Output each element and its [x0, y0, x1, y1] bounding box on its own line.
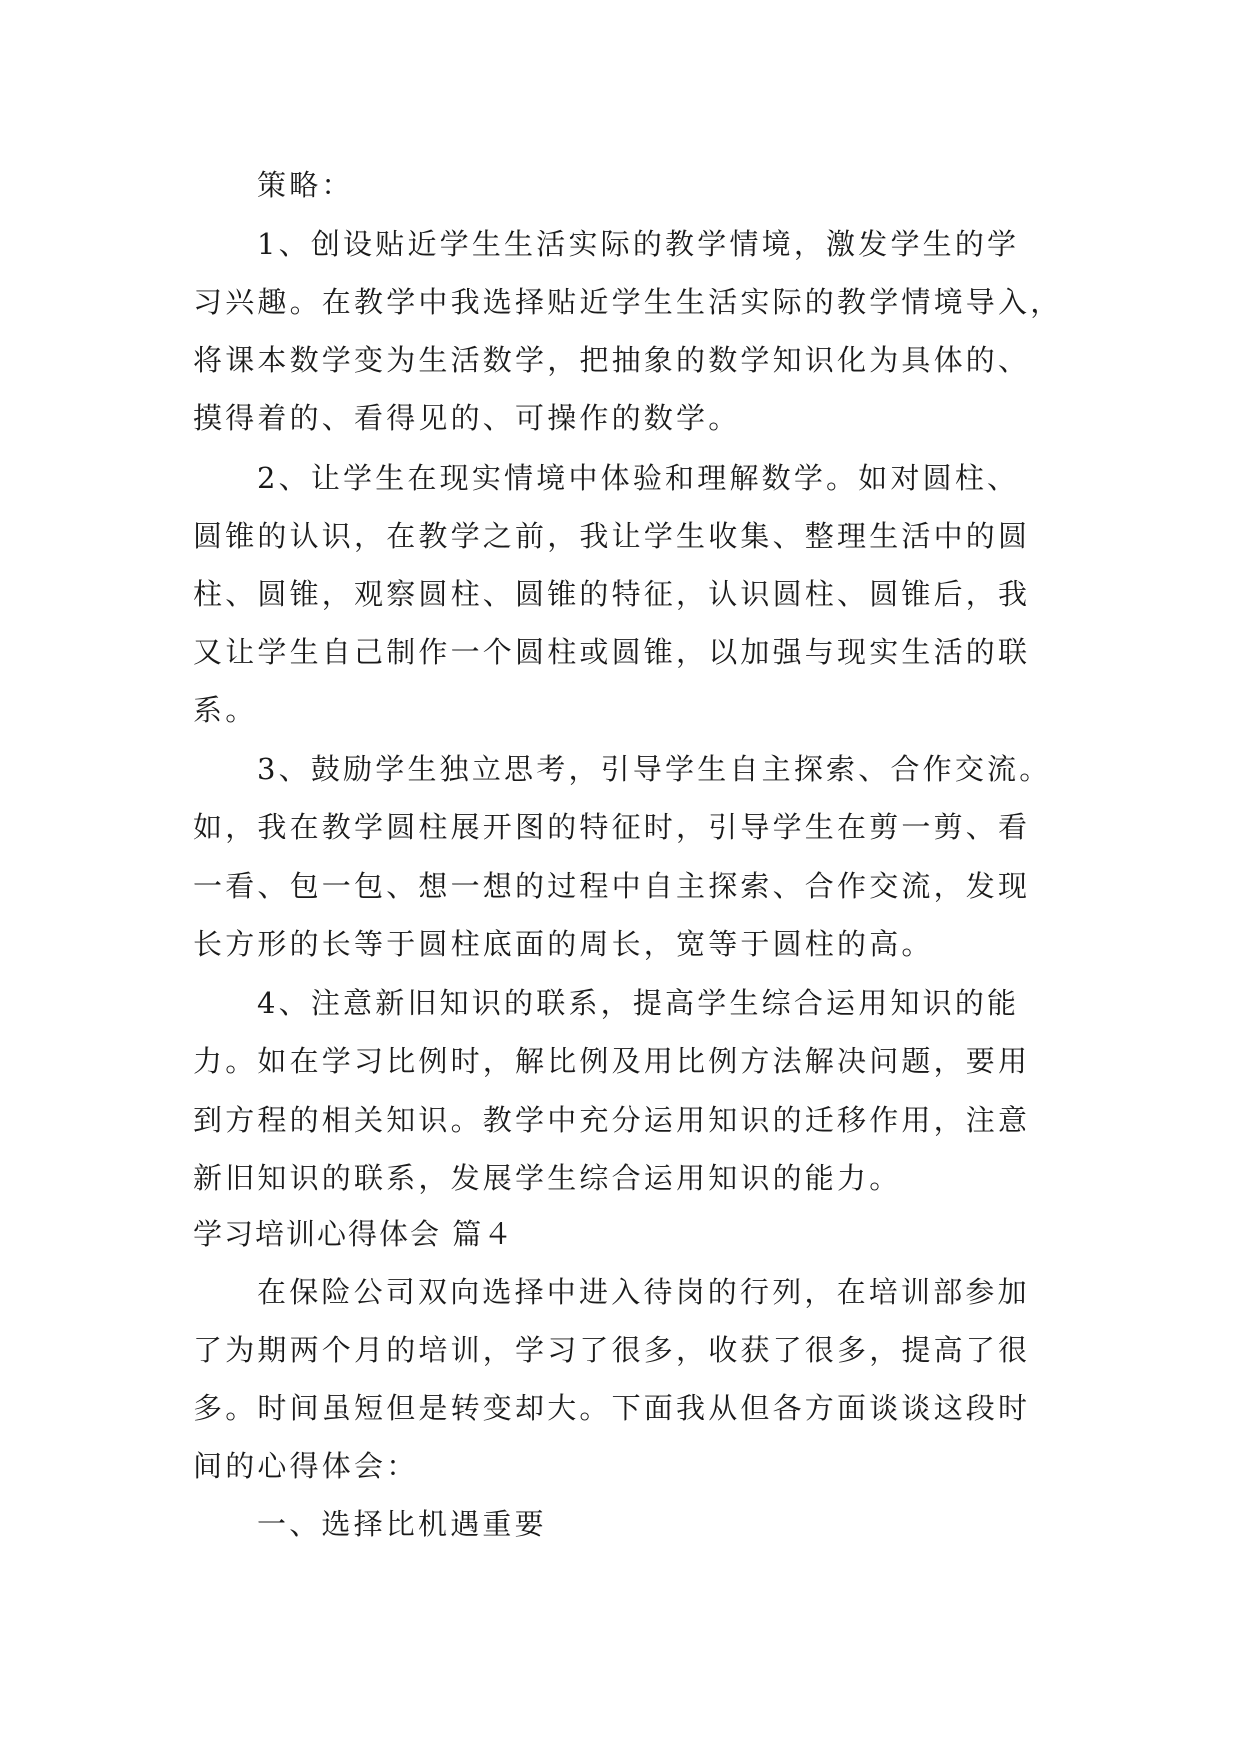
text-line: 间的心得体会：: [193, 1449, 419, 1483]
text-line: 4、注意新旧知识的联系，提高学生综合运用知识的能: [257, 986, 1020, 1020]
text-line: 策略：: [257, 168, 354, 202]
text-line: 长方形的长等于圆柱底面的周长，宽等于圆柱的高。: [193, 927, 934, 961]
text-line: 到方程的相关知识。教学中充分运用知识的迁移作用，注意: [193, 1103, 1031, 1137]
text-line: 将课本数学变为生活数学，把抽象的数学知识化为具体的、: [193, 343, 1031, 377]
text-line: 了为期两个月的培训，学习了很多，收获了很多，提高了很: [193, 1333, 1031, 1367]
text-line: 3、鼓励学生独立思考，引导学生自主探索、合作交流。: [257, 752, 1052, 786]
text-line: 又让学生自己制作一个圆柱或圆锥，以加强与现实生活的联: [193, 635, 1031, 669]
text-line: 2、让学生在现实情境中体验和理解数学。如对圆柱、: [257, 461, 1020, 495]
text-line: 在保险公司双向选择中进入待岗的行列，在培训部参加: [257, 1275, 1030, 1309]
text-line: 习兴趣。在教学中我选择贴近学生生活实际的教学情境导入，: [193, 285, 1063, 319]
text-line: 新旧知识的联系，发展学生综合运用知识的能力。: [193, 1161, 902, 1195]
text-line: 一看、包一包、想一想的过程中自主探索、合作交流，发现: [193, 869, 1031, 903]
text-line: 力。如在学习比例时，解比例及用比例方法解决问题，要用: [193, 1044, 1031, 1078]
text-line: 一、选择比机遇重要: [257, 1507, 547, 1541]
text-line: 柱、圆锥，观察圆柱、圆锥的特征，认识圆柱、圆锥后，我: [193, 577, 1031, 611]
text-line: 摸得着的、看得见的、可操作的数学。: [193, 401, 741, 435]
text-line: 系。: [193, 693, 258, 727]
text-line: 多。时间虽短但是转变却大。下面我从但各方面谈谈这段时: [193, 1391, 1031, 1425]
text-line: 如，我在教学圆柱展开图的特征时，引导学生在剪一剪、看: [193, 810, 1031, 844]
text-line: 1、创设贴近学生生活实际的教学情境，激发学生的学: [257, 227, 1020, 261]
text-line: 圆锥的认识，在教学之前，我让学生收集、整理生活中的圆: [193, 519, 1031, 553]
section-heading: 学习培训心得体会 篇４: [193, 1217, 515, 1251]
